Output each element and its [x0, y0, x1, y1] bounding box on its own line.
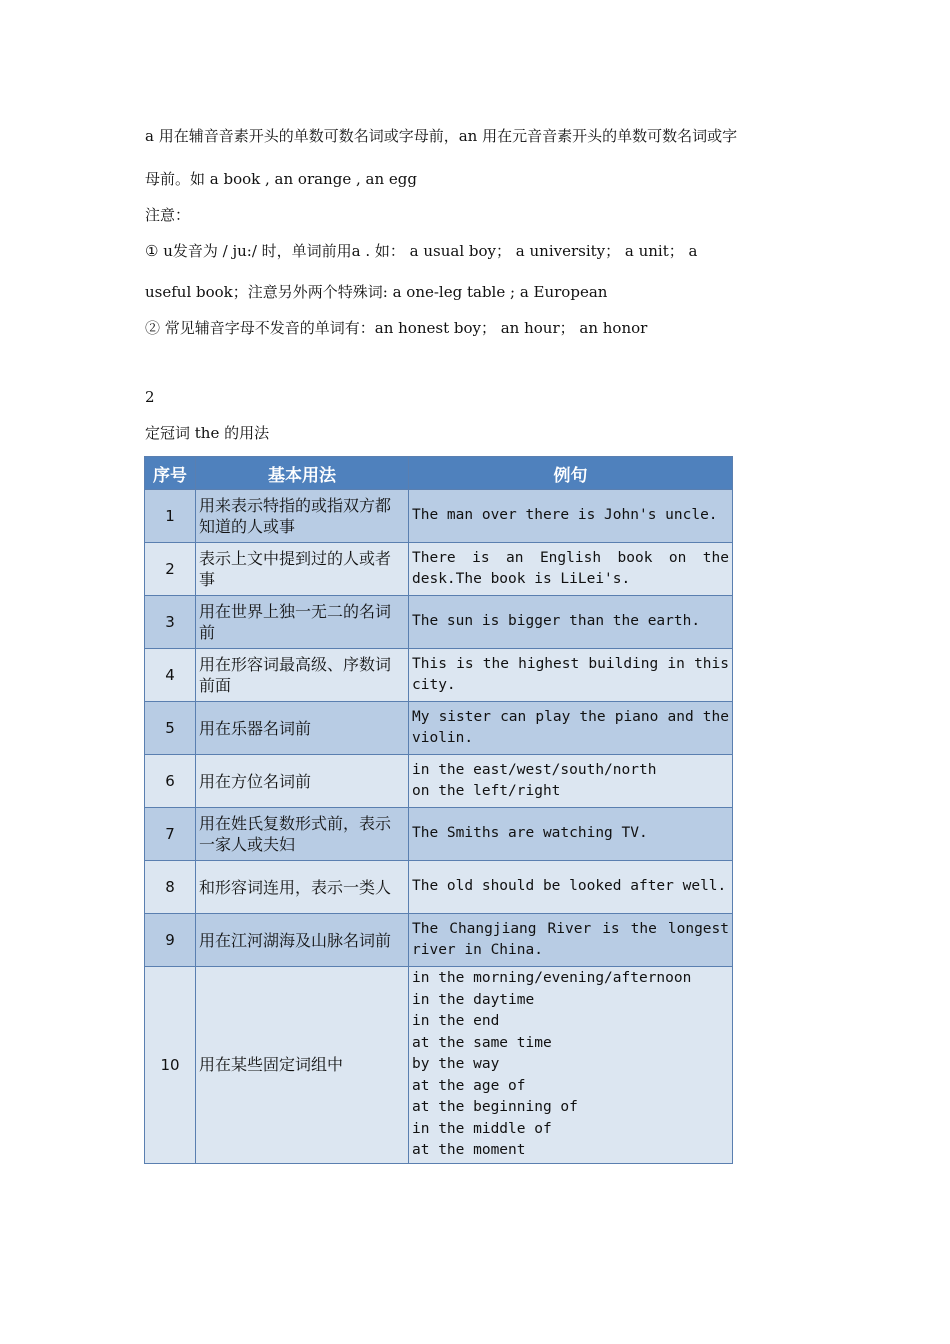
table-row	[145, 967, 733, 1164]
row-usage: 用在方位名词前	[196, 755, 409, 808]
header-usage: 基本用法	[196, 457, 409, 490]
section-number: 2	[145, 388, 155, 406]
table-row	[145, 861, 733, 914]
row-usage: 用在姓氏复数形式前，表示一家人或夫妇	[196, 808, 409, 861]
note-2: ② 常见辅音字母不发音的单词有：an honest boy； an hour； an honor	[145, 319, 648, 337]
row-number: 5	[145, 702, 196, 755]
row-usage: 和形容词连用，表示一类人	[196, 861, 409, 914]
row-usage: 用在某些固定词组中	[196, 967, 409, 1164]
row-usage: 用来表示特指的或指双方都知道的人或事	[196, 490, 409, 543]
table-row	[145, 649, 733, 702]
row-usage: 用在形容词最高级、序数词前面	[196, 649, 409, 702]
table-row	[145, 596, 733, 649]
row-number: 6	[145, 755, 196, 808]
table-row	[145, 702, 733, 755]
row-usage: 用在江河湖海及山脉名词前	[196, 914, 409, 967]
row-usage: 用在世界上独一无二的名词前	[196, 596, 409, 649]
row-example: The Smiths are watching TV.	[409, 808, 733, 861]
row-example: The sun is bigger than the earth.	[409, 596, 733, 649]
row-example: There is an English book on the desk.The book is LiLei's.	[409, 543, 733, 596]
row-number: 8	[145, 861, 196, 914]
table-header-row	[145, 457, 733, 490]
header-number: 序号	[145, 457, 196, 490]
note-label: 注意：	[145, 206, 191, 224]
row-example: The old should be looked after well.	[409, 861, 733, 914]
intro-line-2: 母前。如 a book , an orange , an egg	[145, 170, 417, 188]
section-title: 定冠词 the 的用法	[145, 424, 270, 442]
table-row	[145, 808, 733, 861]
table-row	[145, 755, 733, 808]
row-number: 4	[145, 649, 196, 702]
row-number: 1	[145, 490, 196, 543]
row-number: 10	[145, 967, 196, 1164]
row-example: in the morning/evening/afternoon in the daytime in the end at the same time by the way at the age of at the beginning of in the middle of at the moment	[409, 967, 733, 1164]
table-row	[145, 543, 733, 596]
note-1-line-2: useful book；注意另外两个特殊词: a one-leg table ; a European	[145, 283, 608, 301]
intro-line-1: a 用在辅音音素开头的单数可数名词或字母前，an 用在元音音素开头的单数可数名词或字	[145, 127, 738, 145]
row-number: 2	[145, 543, 196, 596]
row-usage: 表示上文中提到过的人或者事	[196, 543, 409, 596]
usage-table	[144, 456, 733, 1164]
table-row	[145, 490, 733, 543]
row-number: 3	[145, 596, 196, 649]
row-example: This is the highest building in this city.	[409, 649, 733, 702]
row-usage: 用在乐器名词前	[196, 702, 409, 755]
header-example: 例句	[409, 457, 733, 490]
row-example: My sister can play the piano and the violin.	[409, 702, 733, 755]
table-row	[145, 914, 733, 967]
row-example: in the east/west/south/north on the left/right	[409, 755, 733, 808]
row-example: The Changjiang River is the longest river in China.	[409, 914, 733, 967]
row-example: The man over there is John's uncle.	[409, 490, 733, 543]
row-number: 7	[145, 808, 196, 861]
row-number: 9	[145, 914, 196, 967]
note-1-line-1: ① u发音为 / ju:/ 时，单词前用a . 如： a usual boy； a university； a unit； a	[145, 242, 698, 260]
